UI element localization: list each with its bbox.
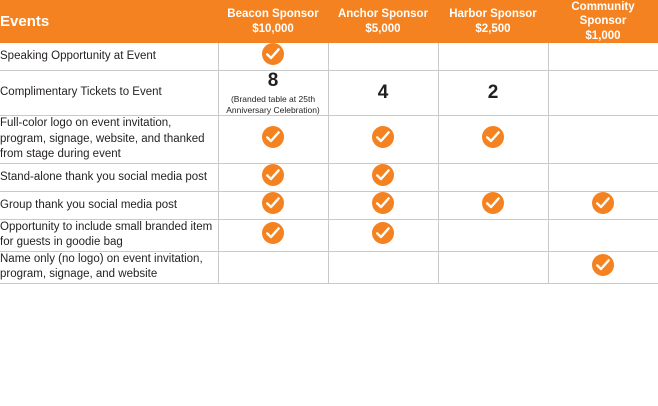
column-header-tier-2 <box>328 0 438 43</box>
cell-included <box>438 116 548 164</box>
tier-amount-3: $2,500 <box>475 22 511 35</box>
check-icon <box>372 192 394 214</box>
cell-included <box>218 43 328 71</box>
row-label: Stand-alone thank you social media post <box>0 163 218 191</box>
cell-empty <box>438 43 548 71</box>
check-icon <box>482 126 504 148</box>
table-row <box>0 191 658 219</box>
check-icon <box>592 192 614 214</box>
cell-empty <box>438 219 548 251</box>
cell-empty <box>548 219 658 251</box>
table-row <box>0 163 658 191</box>
cell-empty <box>438 251 548 283</box>
cell-included <box>218 191 328 219</box>
cell-empty <box>548 43 658 71</box>
cell-empty <box>218 251 328 283</box>
table-row <box>0 251 658 283</box>
cell-included <box>548 251 658 283</box>
table-row <box>0 71 658 116</box>
row-label: Full-color logo on event invitation, program, signage, website, and thanked from stage during event <box>0 116 218 164</box>
tier-name-4: Community Sponsor <box>571 1 635 28</box>
row-label: Speaking Opportunity at Event <box>0 43 218 71</box>
cell-empty <box>328 251 438 283</box>
cell-empty <box>438 163 548 191</box>
table-row <box>0 219 658 251</box>
tier-amount-4: $1,000 <box>585 29 621 42</box>
check-icon <box>372 164 394 186</box>
cell-empty <box>328 43 438 71</box>
cell-included <box>328 163 438 191</box>
check-icon <box>262 43 284 65</box>
cell-included <box>328 116 438 164</box>
cell-quantity <box>218 71 328 116</box>
tier-name-2: Anchor Sponsor <box>337 8 429 21</box>
check-icon <box>262 222 284 244</box>
check-icon <box>592 254 614 276</box>
cell-included <box>218 219 328 251</box>
row-label: Group thank you social media post <box>0 191 218 219</box>
cell-quantity <box>328 71 438 116</box>
check-icon <box>482 192 504 214</box>
tier-amount-1: $10,000 <box>252 22 294 35</box>
row-label: Opportunity to include small branded item for guests in goodie bag <box>0 219 218 251</box>
row-label: Name only (no logo) on event invitation, program, signage, and website <box>0 251 218 283</box>
cell-empty <box>548 71 658 116</box>
quantity-value: 2 <box>487 81 499 103</box>
cell-empty <box>548 163 658 191</box>
table-body <box>0 43 658 283</box>
column-header-events: Events <box>0 13 50 31</box>
cell-empty <box>548 116 658 164</box>
quantity-value: 8 <box>267 70 279 92</box>
quantity-note: (Branded table at 25th Anniversary Celebration) <box>226 94 320 115</box>
cell-included <box>328 191 438 219</box>
cell-included <box>328 219 438 251</box>
check-icon <box>372 126 394 148</box>
column-header-tier-4 <box>548 0 658 43</box>
cell-included <box>438 191 548 219</box>
cell-included <box>218 163 328 191</box>
row-label: Complimentary Tickets to Event <box>0 71 218 116</box>
cell-included <box>548 191 658 219</box>
cell-quantity <box>438 71 548 116</box>
check-icon <box>262 192 284 214</box>
table-row <box>0 116 658 164</box>
check-icon <box>262 164 284 186</box>
cell-included <box>218 116 328 164</box>
check-icon <box>372 222 394 244</box>
tier-name-3: Harbor Sponsor <box>449 8 537 21</box>
table-header-row <box>0 0 658 43</box>
column-header-tier-3 <box>438 0 548 43</box>
column-header-tier-1 <box>218 0 328 43</box>
check-icon <box>262 126 284 148</box>
table-row <box>0 43 658 71</box>
quantity-value: 4 <box>377 81 389 103</box>
tier-amount-2: $5,000 <box>365 22 401 35</box>
tier-name-1: Beacon Sponsor <box>227 8 319 21</box>
